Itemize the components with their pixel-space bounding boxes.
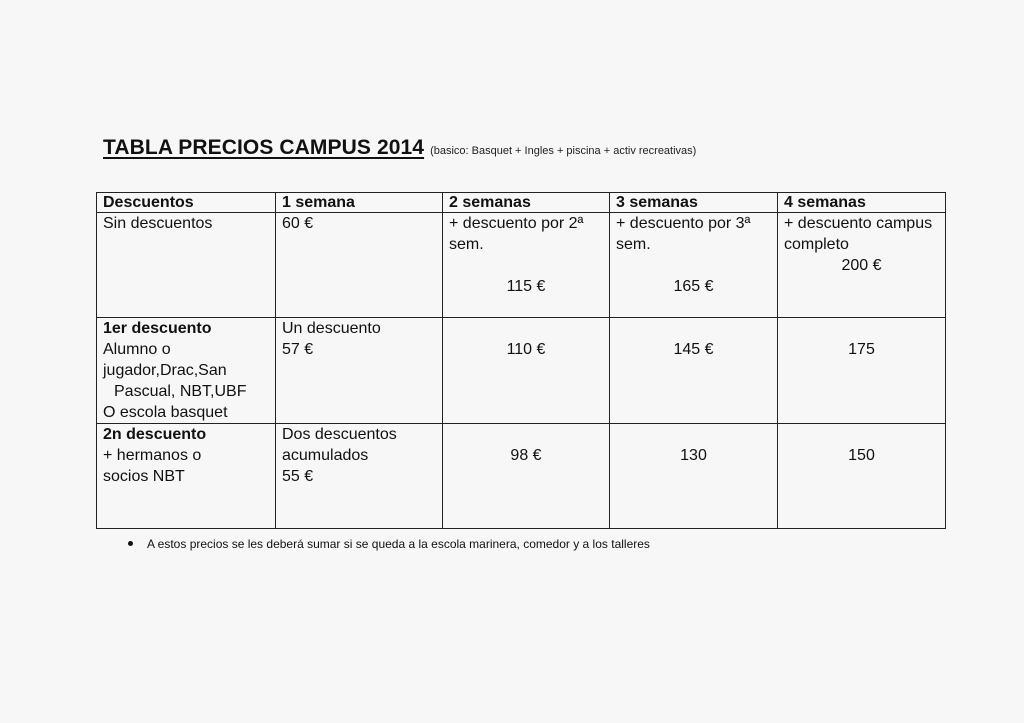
title-line [103, 136, 696, 160]
header-4-semanas: 4 semanas [778, 193, 946, 213]
week2-price: 98 € [510, 447, 542, 464]
table-row [97, 424, 946, 529]
page-title: TABLA PRECIOS CAMPUS 2014 [103, 136, 425, 159]
bullet-note [128, 537, 650, 551]
discount-title: 1er descuento [103, 320, 212, 337]
discount-line: Alumno o [103, 341, 171, 358]
cell-week1 [276, 318, 443, 424]
discount-label: Sin descuentos [103, 215, 213, 232]
cell-week4 [778, 318, 946, 424]
price-table [96, 192, 946, 529]
week2-price: 115 € [506, 278, 546, 295]
discount-title: 2n descuento [103, 426, 207, 443]
week3-note: + descuento por 3ª sem. [616, 215, 751, 253]
page-subtitle: (basico: Basquet + Ingles + piscina + activ recreativas) [430, 145, 697, 157]
week4-price: 150 [848, 447, 875, 464]
header-2-semanas: 2 semanas [443, 193, 610, 213]
cell-discount [97, 318, 276, 424]
week1-price: 60 € [282, 215, 314, 232]
cell-week4 [778, 424, 946, 529]
note-text: A estos precios se les deberá sumar si se queda a la escola marinera, comedor y a los talleres [147, 537, 650, 551]
discount-line: O escola basquet [103, 404, 228, 421]
week4-note: + descuento campus completo [784, 215, 933, 253]
discount-line: + hermanos o [103, 447, 202, 464]
header-3-semanas: 3 semanas [610, 193, 778, 213]
table-row [97, 213, 946, 318]
week1-note: Un descuento [282, 320, 381, 337]
cell-discount [97, 213, 276, 318]
week3-price: 165 € [673, 278, 714, 295]
cell-week3 [610, 424, 778, 529]
cell-week2 [443, 318, 610, 424]
table-header-row [97, 193, 946, 213]
week3-price: 130 [680, 447, 707, 464]
week1-note: acumulados [282, 447, 369, 464]
cell-week3 [610, 213, 778, 318]
cell-week1 [276, 424, 443, 529]
header-descuentos: Descuentos [97, 193, 276, 213]
week3-price: 145 € [673, 341, 714, 358]
week2-note: + descuento por 2ª sem. [449, 215, 584, 253]
header-1-semana: 1 semana [276, 193, 443, 213]
table-row [97, 318, 946, 424]
cell-week3 [610, 318, 778, 424]
cell-week4 [778, 213, 946, 318]
cell-week2 [443, 424, 610, 529]
cell-week1 [276, 213, 443, 318]
week4-price: 175 [848, 341, 875, 358]
discount-line: socios NBT [103, 468, 185, 485]
week1-note: Dos descuentos [282, 426, 397, 443]
cell-week2 [443, 213, 610, 318]
week1-price: 57 € [282, 341, 314, 358]
discount-line: Pascual, NBT,UBF [114, 383, 247, 400]
discount-line: jugador,Drac,San [103, 362, 227, 379]
cell-discount [97, 424, 276, 529]
week4-price: 200 € [841, 257, 882, 274]
week1-price: 55 € [282, 468, 314, 485]
bullet-icon [128, 541, 133, 546]
week2-price: 110 € [506, 341, 546, 358]
